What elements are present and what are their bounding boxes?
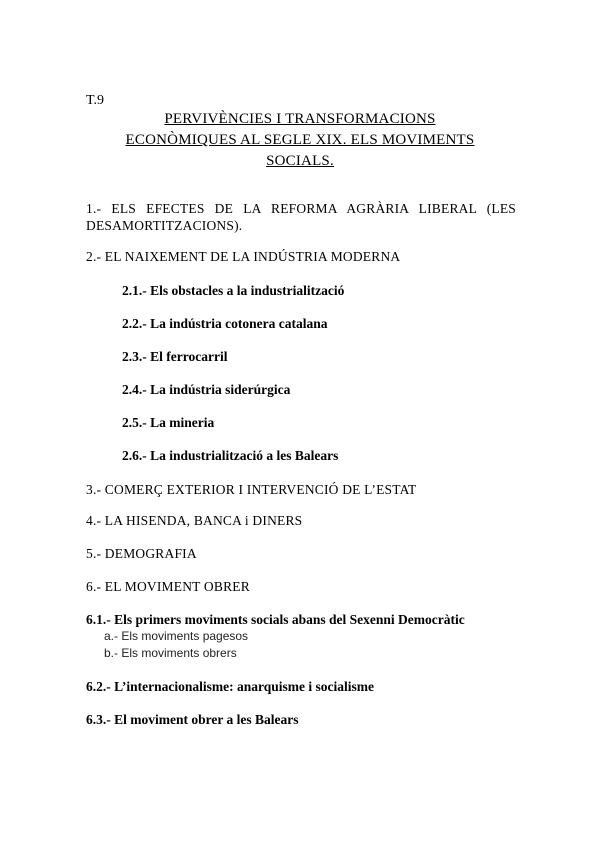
- section-2-heading: 2.- EL NAIXEMENT DE LA INDÚSTRIA MODERNA: [86, 249, 401, 264]
- title-line-2: ECONÒMIQUES AL SEGLE XIX. ELS MOVIMENTS: [125, 132, 475, 148]
- subsection-2-1: 2.1.- Els obstacles a la industrialització: [122, 283, 345, 298]
- subsection-2-5: 2.5.- La mineria: [122, 415, 215, 430]
- list-item-6-1-b: b.- Els moviments obrers: [104, 646, 237, 660]
- subsection-6-2: 6.2.- L’internacionalisme: anarquisme i socialisme: [86, 679, 374, 694]
- subsection-2-4: 2.4.- La indústria siderúrgica: [122, 382, 291, 397]
- subsection-6-3: 6.3.- El moviment obrer a les Balears: [86, 712, 299, 727]
- topic-code: T.9: [86, 93, 105, 108]
- section-1-heading: 1.- ELS EFECTES DE LA REFORMA AGRÀRIA LIBERAL (LES DESAMORTITZACIONS).: [86, 201, 516, 233]
- subsection-2-2: 2.2.- La indústria cotonera catalana: [122, 316, 328, 331]
- title-line-3: SOCIALS.: [266, 153, 334, 169]
- subsection-2-6: 2.6.- La industrialització a les Balears: [122, 448, 339, 463]
- subsection-6-1: 6.1.- Els primers moviments socials abans del Sexenni Democràtic: [86, 612, 465, 627]
- section-3-heading: 3.- COMERÇ EXTERIOR I INTERVENCIÓ DE L’ESTAT: [86, 482, 417, 497]
- title-line-1: PERVIVÈNCIES I TRANSFORMACIONS: [164, 111, 436, 127]
- section-6-heading: 6.- EL MOVIMENT OBRER: [86, 579, 250, 594]
- section-4-heading: 4.- LA HISENDA, BANCA i DINERS: [86, 513, 303, 528]
- section-5-heading: 5.- DEMOGRAFIA: [86, 546, 197, 561]
- list-item-6-1-a: a.- Els moviments pagesos: [104, 629, 249, 643]
- subsection-2-3: 2.3.- El ferrocarril: [122, 349, 228, 364]
